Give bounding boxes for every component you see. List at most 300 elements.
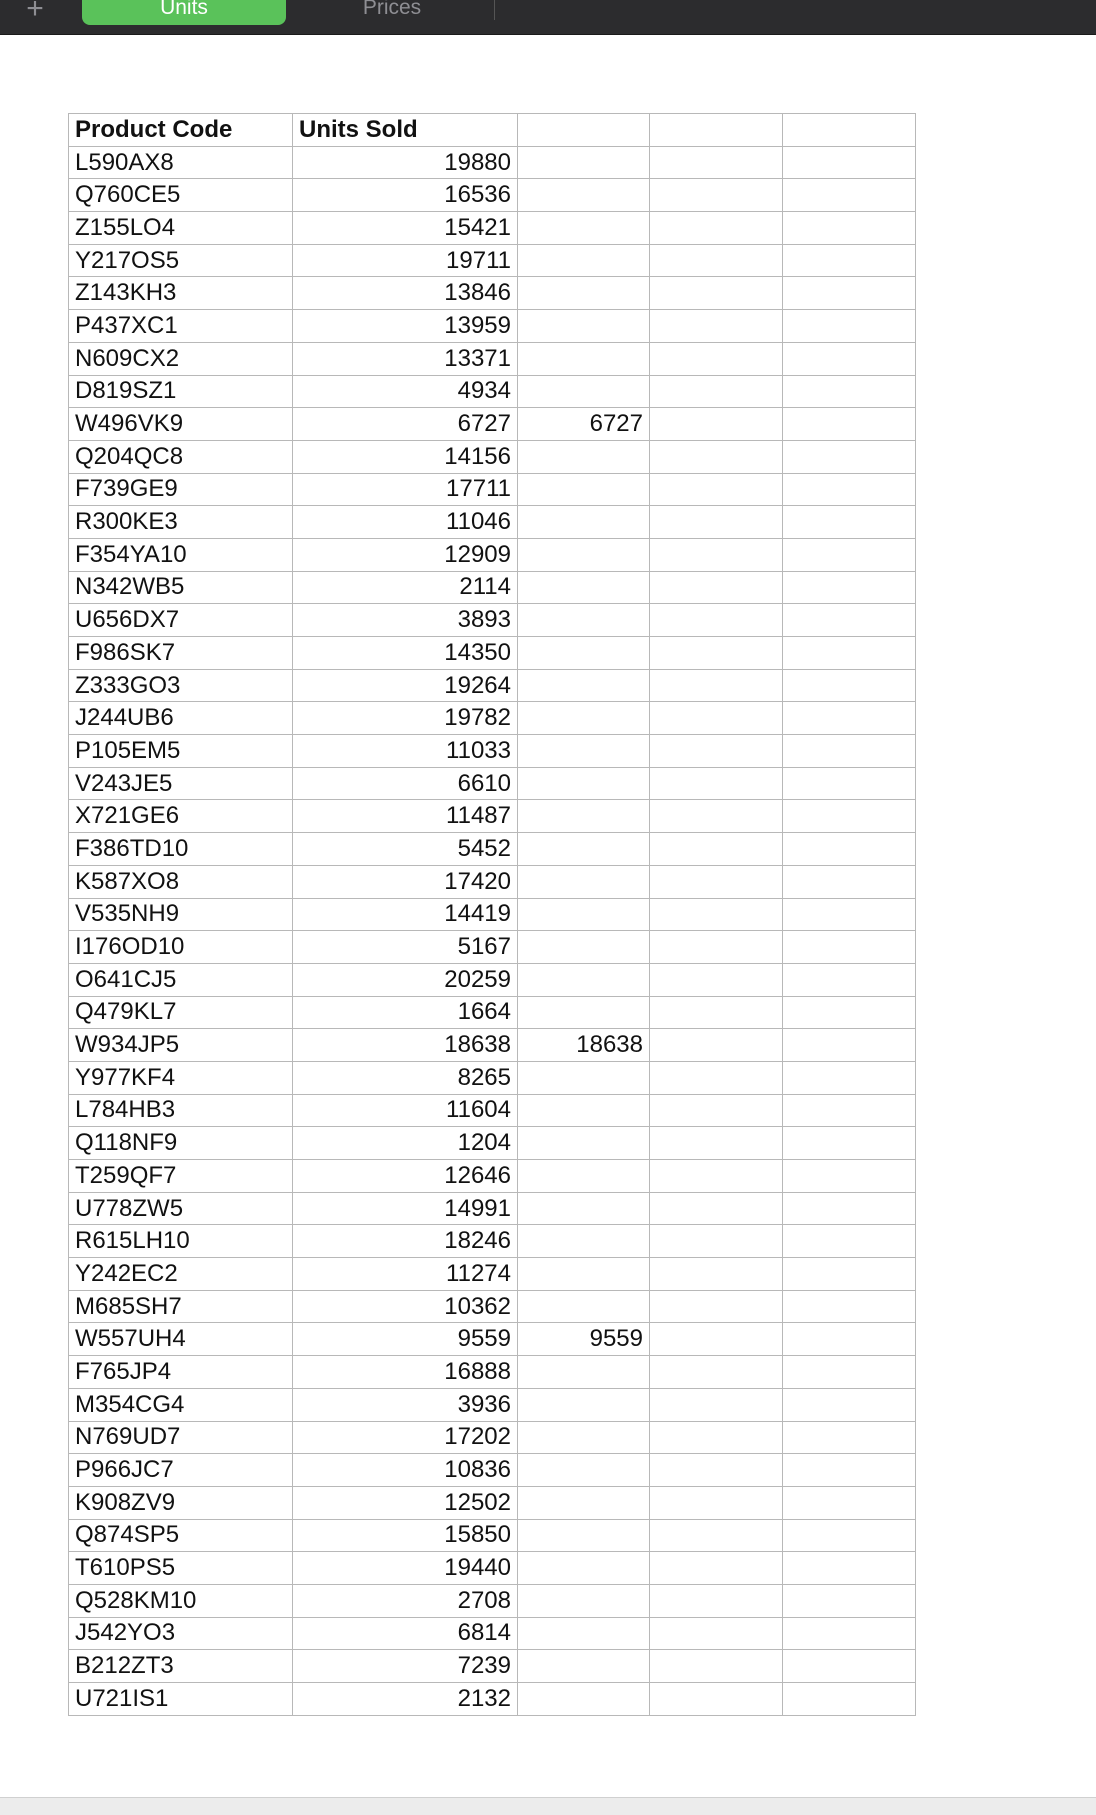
cell[interactable] [783, 1127, 916, 1160]
cell[interactable] [783, 375, 916, 408]
table-row [69, 1519, 916, 1552]
cell[interactable] [518, 440, 650, 473]
cell[interactable] [783, 1290, 916, 1323]
cell[interactable] [518, 1225, 650, 1258]
product-code-cell[interactable]: N769UD7 [69, 1421, 293, 1454]
table-row [69, 179, 916, 212]
cell[interactable] [650, 408, 783, 441]
table-row [69, 735, 916, 768]
product-code-cell[interactable]: K587XO8 [69, 865, 293, 898]
product-code-cell[interactable]: L590AX8 [69, 146, 293, 179]
product-code-cell[interactable]: Q204QC8 [69, 440, 293, 473]
units-sold-cell[interactable]: 10836 [293, 1454, 518, 1487]
cell[interactable] [518, 1683, 650, 1716]
units-sold-cell[interactable]: 18246 [293, 1225, 518, 1258]
product-code-cell[interactable]: P966JC7 [69, 1454, 293, 1487]
cell[interactable] [650, 1225, 783, 1258]
table-row [69, 538, 916, 571]
product-code-cell[interactable]: J542YO3 [69, 1617, 293, 1650]
product-code-cell[interactable]: Y217OS5 [69, 244, 293, 277]
cell[interactable] [518, 506, 650, 539]
cell[interactable] [650, 473, 783, 506]
cell[interactable] [650, 735, 783, 768]
table-row [69, 637, 916, 670]
table-row [69, 506, 916, 539]
cell[interactable] [518, 669, 650, 702]
cell[interactable] [783, 310, 916, 343]
cell[interactable] [783, 244, 916, 277]
tab-prices[interactable]: Prices [362, 0, 422, 19]
product-code-cell[interactable]: B212ZT3 [69, 1650, 293, 1683]
table-row [69, 1356, 916, 1389]
product-code-cell[interactable]: W496VK9 [69, 408, 293, 441]
cell[interactable] [783, 669, 916, 702]
cell[interactable] [518, 767, 650, 800]
table-row [69, 1061, 916, 1094]
table-row [69, 1323, 916, 1356]
table-row [69, 440, 916, 473]
product-code-cell[interactable]: K908ZV9 [69, 1486, 293, 1519]
cell[interactable] [518, 212, 650, 245]
product-code-cell[interactable]: J244UB6 [69, 702, 293, 735]
add-sheet-button[interactable]: + [26, 0, 44, 25]
product-code-cell[interactable]: F739GE9 [69, 473, 293, 506]
cell[interactable] [650, 212, 783, 245]
cell[interactable] [783, 996, 916, 1029]
cell[interactable] [783, 865, 916, 898]
cell[interactable] [650, 1454, 783, 1487]
table-row [69, 1192, 916, 1225]
product-code-cell[interactable]: M685SH7 [69, 1290, 293, 1323]
table-row [69, 604, 916, 637]
cell[interactable] [783, 277, 916, 310]
header-cell[interactable]: Units Sold [293, 114, 518, 147]
cell[interactable] [783, 1192, 916, 1225]
cell[interactable] [518, 571, 650, 604]
product-code-cell[interactable]: N609CX2 [69, 342, 293, 375]
cell[interactable] [518, 1486, 650, 1519]
product-code-cell[interactable]: P437XC1 [69, 310, 293, 343]
cell[interactable] [650, 1258, 783, 1291]
cell[interactable] [650, 637, 783, 670]
units-sold-cell[interactable]: 16888 [293, 1356, 518, 1389]
cell[interactable] [518, 1552, 650, 1585]
product-code-cell[interactable]: Q760CE5 [69, 179, 293, 212]
cell[interactable] [783, 702, 916, 735]
cell[interactable] [783, 342, 916, 375]
product-code-cell[interactable]: I176OD10 [69, 931, 293, 964]
cell[interactable] [783, 1029, 916, 1062]
product-code-cell[interactable]: D819SZ1 [69, 375, 293, 408]
units-sold-cell[interactable]: 11274 [293, 1258, 518, 1291]
units-sold-cell[interactable]: 17202 [293, 1421, 518, 1454]
cell[interactable] [518, 637, 650, 670]
product-code-cell[interactable]: T259QF7 [69, 1160, 293, 1193]
units-sold-cell[interactable]: 17420 [293, 865, 518, 898]
cell[interactable] [783, 1323, 916, 1356]
cell[interactable] [783, 1617, 916, 1650]
product-code-cell[interactable]: N342WB5 [69, 571, 293, 604]
cell[interactable] [518, 898, 650, 931]
cell[interactable] [650, 244, 783, 277]
units-sold-cell[interactable]: 11033 [293, 735, 518, 768]
cell[interactable] [650, 898, 783, 931]
cell[interactable] [518, 1584, 650, 1617]
table-row [69, 833, 916, 866]
product-code-cell[interactable]: T610PS5 [69, 1552, 293, 1585]
cell[interactable] [518, 1127, 650, 1160]
cell[interactable] [650, 1356, 783, 1389]
product-code-cell[interactable]: L784HB3 [69, 1094, 293, 1127]
product-code-cell[interactable]: O641CJ5 [69, 963, 293, 996]
product-code-cell[interactable]: X721GE6 [69, 800, 293, 833]
cell[interactable] [783, 767, 916, 800]
cell[interactable] [783, 1160, 916, 1193]
units-sold-cell[interactable]: 11604 [293, 1094, 518, 1127]
product-code-cell[interactable]: P105EM5 [69, 735, 293, 768]
cell[interactable] [783, 1061, 916, 1094]
cell[interactable] [650, 342, 783, 375]
product-code-cell[interactable]: F765JP4 [69, 1356, 293, 1389]
cell[interactable] [650, 1519, 783, 1552]
product-code-cell[interactable]: Z155LO4 [69, 212, 293, 245]
table-row [69, 146, 916, 179]
product-code-cell[interactable]: W934JP5 [69, 1029, 293, 1062]
cell[interactable] [650, 865, 783, 898]
cell[interactable] [518, 1519, 650, 1552]
table-row [69, 277, 916, 310]
table-row [69, 1094, 916, 1127]
product-code-cell[interactable]: Q479KL7 [69, 996, 293, 1029]
cell[interactable] [783, 931, 916, 964]
cell[interactable] [518, 342, 650, 375]
product-code-cell[interactable]: Z333GO3 [69, 669, 293, 702]
table-row [69, 1421, 916, 1454]
header-cell[interactable] [650, 114, 783, 147]
product-code-cell[interactable]: Y977KF4 [69, 1061, 293, 1094]
units-sold-cell[interactable]: 5452 [293, 833, 518, 866]
table-row [69, 1617, 916, 1650]
cell[interactable] [650, 767, 783, 800]
table-row [69, 1683, 916, 1716]
cell[interactable] [518, 375, 650, 408]
table-row [69, 1290, 916, 1323]
table-row [69, 996, 916, 1029]
product-code-cell[interactable]: U778ZW5 [69, 1192, 293, 1225]
cell[interactable] [518, 1094, 650, 1127]
cell[interactable] [783, 506, 916, 539]
cell[interactable] [518, 1388, 650, 1421]
cell[interactable] [783, 963, 916, 996]
cell[interactable] [783, 1421, 916, 1454]
cell[interactable] [650, 1061, 783, 1094]
units-sold-cell[interactable]: 12502 [293, 1486, 518, 1519]
cell[interactable] [783, 1225, 916, 1258]
sheet-tab-bar [0, 0, 1096, 35]
units-sold-cell[interactable]: 20259 [293, 963, 518, 996]
table-row [69, 1029, 916, 1062]
units-sold-cell[interactable]: 7239 [293, 1650, 518, 1683]
cell[interactable] [650, 931, 783, 964]
cell[interactable] [783, 1454, 916, 1487]
tab-divider [494, 0, 495, 20]
cell[interactable] [783, 735, 916, 768]
cell[interactable] [518, 931, 650, 964]
units-sold-cell[interactable]: 17711 [293, 473, 518, 506]
units-sold-cell[interactable]: 14156 [293, 440, 518, 473]
cell[interactable] [518, 1061, 650, 1094]
table-row [69, 963, 916, 996]
cell[interactable] [518, 1356, 650, 1389]
table-row [69, 865, 916, 898]
units-sold-cell[interactable]: 6814 [293, 1617, 518, 1650]
cell[interactable] [650, 1094, 783, 1127]
table-row [69, 767, 916, 800]
cell[interactable] [650, 800, 783, 833]
table-row [69, 1552, 916, 1585]
cell[interactable] [650, 833, 783, 866]
table-row [69, 669, 916, 702]
units-sold-cell[interactable]: 11487 [293, 800, 518, 833]
cell[interactable]: 9559 [518, 1323, 650, 1356]
units-sold-cell[interactable]: 11046 [293, 506, 518, 539]
product-code-cell[interactable]: V535NH9 [69, 898, 293, 931]
cell[interactable] [518, 996, 650, 1029]
cell[interactable] [518, 310, 650, 343]
units-sold-cell[interactable]: 1204 [293, 1127, 518, 1160]
cell[interactable] [783, 1258, 916, 1291]
units-sold-cell[interactable]: 6610 [293, 767, 518, 800]
cell[interactable] [650, 1290, 783, 1323]
cell[interactable] [518, 1290, 650, 1323]
cell[interactable] [650, 1323, 783, 1356]
cell[interactable] [650, 571, 783, 604]
cell[interactable] [783, 473, 916, 506]
cell[interactable] [783, 408, 916, 441]
cell[interactable] [518, 1650, 650, 1683]
table-row [69, 1225, 916, 1258]
cell[interactable] [650, 702, 783, 735]
cell[interactable] [650, 375, 783, 408]
product-code-cell[interactable]: Q528KM10 [69, 1584, 293, 1617]
cell[interactable] [650, 1683, 783, 1716]
cell[interactable] [518, 473, 650, 506]
cell[interactable] [783, 146, 916, 179]
table-row [69, 310, 916, 343]
units-sold-cell[interactable]: 1664 [293, 996, 518, 1029]
cell[interactable] [518, 146, 650, 179]
table-row [69, 1258, 916, 1291]
cell[interactable] [650, 1127, 783, 1160]
product-code-cell[interactable]: F986SK7 [69, 637, 293, 670]
cell[interactable] [518, 865, 650, 898]
units-sold-cell[interactable]: 19711 [293, 244, 518, 277]
cell[interactable] [650, 179, 783, 212]
table-row [69, 408, 916, 441]
cell[interactable] [783, 571, 916, 604]
units-sold-cell[interactable]: 2708 [293, 1584, 518, 1617]
units-sold-cell[interactable]: 12646 [293, 1160, 518, 1193]
table-row [69, 1388, 916, 1421]
units-sold-cell[interactable]: 3893 [293, 604, 518, 637]
cell[interactable] [650, 1029, 783, 1062]
cell[interactable] [518, 604, 650, 637]
product-code-cell[interactable]: V243JE5 [69, 767, 293, 800]
cell[interactable] [650, 277, 783, 310]
cell[interactable] [518, 833, 650, 866]
units-sold-cell[interactable]: 19264 [293, 669, 518, 702]
cell[interactable] [783, 833, 916, 866]
cell[interactable] [783, 1584, 916, 1617]
units-sold-cell[interactable]: 16536 [293, 179, 518, 212]
table-row [69, 702, 916, 735]
cell[interactable] [518, 1192, 650, 1225]
product-code-cell[interactable]: M354CG4 [69, 1388, 293, 1421]
table-row [69, 212, 916, 245]
product-code-cell[interactable]: Z143KH3 [69, 277, 293, 310]
units-sold-cell[interactable]: 5167 [293, 931, 518, 964]
cell[interactable] [783, 1519, 916, 1552]
cell[interactable] [518, 1160, 650, 1193]
cell[interactable] [518, 1421, 650, 1454]
cell[interactable] [518, 1258, 650, 1291]
units-sold-cell[interactable]: 3936 [293, 1388, 518, 1421]
cell[interactable] [783, 1356, 916, 1389]
cell[interactable] [783, 898, 916, 931]
cell[interactable] [518, 963, 650, 996]
cell[interactable] [650, 310, 783, 343]
cell[interactable] [518, 538, 650, 571]
product-code-cell[interactable]: R615LH10 [69, 1225, 293, 1258]
units-sold-cell[interactable]: 2132 [293, 1683, 518, 1716]
cell[interactable] [783, 1650, 916, 1683]
cell[interactable] [518, 244, 650, 277]
cell[interactable] [650, 669, 783, 702]
cell[interactable] [783, 440, 916, 473]
table-row [69, 800, 916, 833]
units-sold-cell[interactable]: 18638 [293, 1029, 518, 1062]
product-code-cell[interactable]: F386TD10 [69, 833, 293, 866]
cell[interactable] [650, 1486, 783, 1519]
units-sold-cell[interactable]: 19440 [293, 1552, 518, 1585]
cell[interactable] [518, 179, 650, 212]
units-sold-cell[interactable]: 14991 [293, 1192, 518, 1225]
product-code-cell[interactable]: Q874SP5 [69, 1519, 293, 1552]
table-row [69, 342, 916, 375]
units-sold-cell[interactable]: 14350 [293, 637, 518, 670]
cell[interactable] [518, 702, 650, 735]
units-sold-cell[interactable]: 19782 [293, 702, 518, 735]
cell[interactable] [518, 1454, 650, 1487]
cell[interactable] [650, 996, 783, 1029]
cell[interactable] [650, 1388, 783, 1421]
cell[interactable] [518, 800, 650, 833]
table-row [69, 1650, 916, 1683]
cell[interactable] [650, 1421, 783, 1454]
header-cell[interactable]: Product Code [69, 114, 293, 147]
cell[interactable] [783, 212, 916, 245]
cell[interactable] [783, 800, 916, 833]
cell[interactable] [783, 1094, 916, 1127]
header-cell[interactable] [518, 114, 650, 147]
cell[interactable] [783, 179, 916, 212]
cell[interactable] [518, 735, 650, 768]
cell[interactable] [650, 1617, 783, 1650]
table-row [69, 244, 916, 277]
product-code-cell[interactable]: Q118NF9 [69, 1127, 293, 1160]
cell[interactable] [650, 1584, 783, 1617]
units-sold-cell[interactable]: 9559 [293, 1323, 518, 1356]
product-code-cell[interactable]: U656DX7 [69, 604, 293, 637]
units-sold-cell[interactable]: 19880 [293, 146, 518, 179]
product-code-cell[interactable]: U721IS1 [69, 1683, 293, 1716]
spreadsheet-table [68, 113, 916, 1716]
units-sold-cell[interactable]: 13371 [293, 342, 518, 375]
table-row [69, 1160, 916, 1193]
cell[interactable] [650, 1192, 783, 1225]
cell[interactable] [783, 604, 916, 637]
cell[interactable]: 6727 [518, 408, 650, 441]
units-sold-cell[interactable]: 4934 [293, 375, 518, 408]
product-code-cell[interactable]: W557UH4 [69, 1323, 293, 1356]
units-sold-cell[interactable]: 12909 [293, 538, 518, 571]
cell[interactable]: 18638 [518, 1029, 650, 1062]
cell[interactable] [650, 506, 783, 539]
cell[interactable] [783, 538, 916, 571]
cell[interactable] [650, 1650, 783, 1683]
table-row [69, 1486, 916, 1519]
table-row [69, 571, 916, 604]
cell[interactable] [650, 1160, 783, 1193]
units-sold-cell[interactable]: 13846 [293, 277, 518, 310]
cell[interactable] [650, 440, 783, 473]
cell[interactable] [650, 146, 783, 179]
table-row [69, 931, 916, 964]
cell[interactable] [783, 1486, 916, 1519]
tab-units[interactable]: Units [82, 0, 286, 25]
product-code-cell[interactable]: Y242EC2 [69, 1258, 293, 1291]
cell[interactable] [650, 963, 783, 996]
product-code-cell[interactable]: F354YA10 [69, 538, 293, 571]
cell[interactable] [518, 277, 650, 310]
units-sold-cell[interactable]: 13959 [293, 310, 518, 343]
table-row [69, 898, 916, 931]
units-sold-cell[interactable]: 15850 [293, 1519, 518, 1552]
cell[interactable] [783, 1388, 916, 1421]
units-sold-cell[interactable]: 8265 [293, 1061, 518, 1094]
units-sold-cell[interactable]: 14419 [293, 898, 518, 931]
header-row [69, 114, 916, 147]
header-cell[interactable] [783, 114, 916, 147]
units-sold-cell[interactable]: 2114 [293, 571, 518, 604]
table-row [69, 1454, 916, 1487]
cell[interactable] [650, 604, 783, 637]
table-row [69, 375, 916, 408]
cell[interactable] [650, 1552, 783, 1585]
cell[interactable] [783, 1683, 916, 1716]
product-code-cell[interactable]: R300KE3 [69, 506, 293, 539]
table-row [69, 1584, 916, 1617]
units-sold-cell[interactable]: 15421 [293, 212, 518, 245]
cell[interactable] [518, 1617, 650, 1650]
units-sold-cell[interactable]: 6727 [293, 408, 518, 441]
cell[interactable] [783, 637, 916, 670]
cell[interactable] [650, 538, 783, 571]
table-row [69, 1127, 916, 1160]
cell[interactable] [783, 1552, 916, 1585]
table-row [69, 473, 916, 506]
units-sold-cell[interactable]: 10362 [293, 1290, 518, 1323]
